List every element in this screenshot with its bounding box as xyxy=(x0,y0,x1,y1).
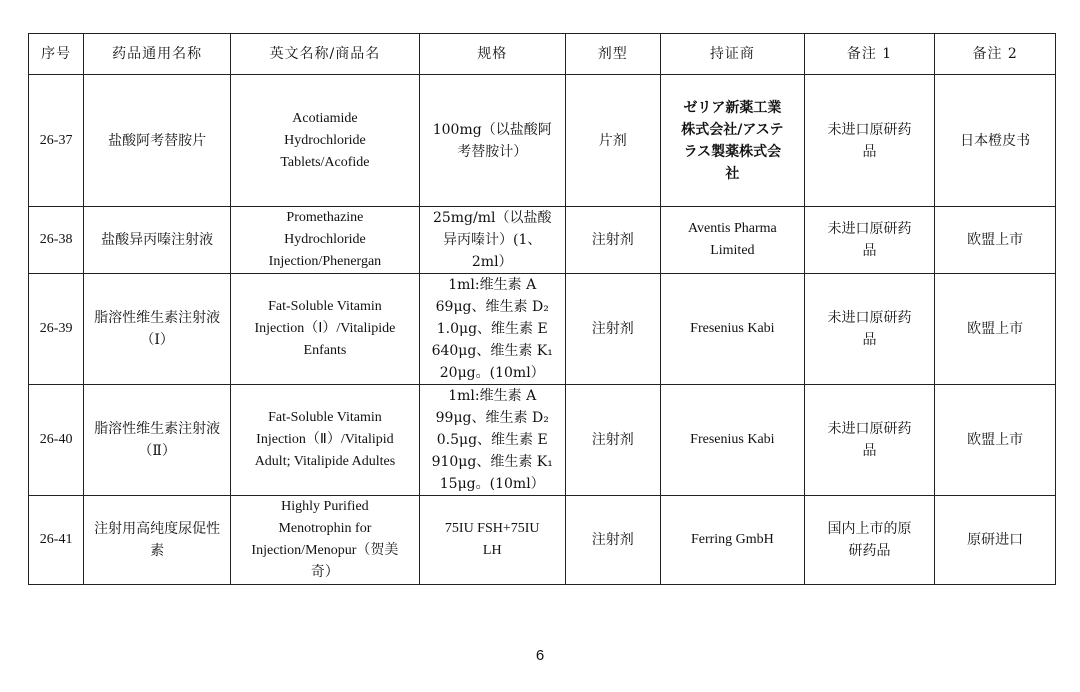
cell-english-name: Fat-Soluble Vitamin Injection（Ⅰ）/Vitalipide Enfants xyxy=(230,274,419,385)
cell-seq: 26-38 xyxy=(29,207,84,274)
cell-holder: Aventis Pharma Limited xyxy=(661,207,805,274)
cell-seq: 26-39 xyxy=(29,274,84,385)
cell-english-name: Highly Purified Menotrophin for Injection/Menopur（贺美 奇） xyxy=(230,496,419,585)
cell-note-1: 未进口原研药 品 xyxy=(804,207,935,274)
header-dosage-form: 剂型 xyxy=(565,34,660,75)
table-row xyxy=(29,75,1056,207)
table-row xyxy=(29,496,1056,585)
cell-note-2: 原研进口 xyxy=(935,496,1056,585)
cell-note-2: 欧盟上市 xyxy=(935,385,1056,496)
cell-spec: 1ml:维生素 A 99μg、维生素 D₂ 0.5μg、维生素 E 910μg、维生素 K₁ 15μg。(10ml） xyxy=(419,385,565,496)
header-english-name: 英文名称/商品名 xyxy=(230,34,419,75)
cell-generic-name: 脂溶性维生素注射液（Ⅱ） xyxy=(84,385,231,496)
cell-dosage-form: 注射剂 xyxy=(565,385,660,496)
cell-holder: Fresenius Kabi xyxy=(661,274,805,385)
cell-note-2: 欧盟上市 xyxy=(935,207,1056,274)
table-row xyxy=(29,207,1056,274)
header-spec: 规格 xyxy=(419,34,565,75)
header-note-2: 备注 2 xyxy=(935,34,1056,75)
cell-holder: Ferring GmbH xyxy=(661,496,805,585)
cell-spec: 100mg（以盐酸阿 考替胺计） xyxy=(419,75,565,207)
cell-spec: 25mg/ml（以盐酸 异丙嗪计）(1、 2ml） xyxy=(419,207,565,274)
cell-dosage-form: 片剂 xyxy=(565,75,660,207)
table-row xyxy=(29,274,1056,385)
cell-note-2: 日本橙皮书 xyxy=(935,75,1056,207)
cell-spec: 1ml:维生素 A 69μg、维生素 D₂ 1.0μg、维生素 E 640μg、维生素 K₁ 20μg。(10ml） xyxy=(419,274,565,385)
cell-seq: 26-40 xyxy=(29,385,84,496)
cell-holder: Fresenius Kabi xyxy=(661,385,805,496)
cell-english-name: Promethazine Hydrochloride Injection/Phenergan xyxy=(230,207,419,274)
drug-table xyxy=(28,33,1056,585)
cell-generic-name: 脂溶性维生素注射液（Ⅰ） xyxy=(84,274,231,385)
cell-seq: 26-41 xyxy=(29,496,84,585)
cell-generic-name: 注射用高纯度尿促性素 xyxy=(84,496,231,585)
table-header-row xyxy=(29,34,1056,75)
cell-dosage-form: 注射剂 xyxy=(565,274,660,385)
cell-dosage-form: 注射剂 xyxy=(565,496,660,585)
header-generic-name: 药品通用名称 xyxy=(84,34,231,75)
header-note-1: 备注 1 xyxy=(804,34,935,75)
cell-seq: 26-37 xyxy=(29,75,84,207)
cell-english-name: Acotiamide Hydrochloride Tablets/Acofide xyxy=(230,75,419,207)
cell-spec: 75IU FSH+75IU LH xyxy=(419,496,565,585)
cell-note-1: 未进口原研药 品 xyxy=(804,385,935,496)
cell-generic-name: 盐酸阿考替胺片 xyxy=(84,75,231,207)
page-number: 6 xyxy=(535,647,545,664)
table-row xyxy=(29,385,1056,496)
cell-note-1: 国内上市的原 研药品 xyxy=(804,496,935,585)
cell-dosage-form: 注射剂 xyxy=(565,207,660,274)
cell-english-name: Fat-Soluble Vitamin Injection（Ⅱ）/Vitalipid Adult; Vitalipide Adultes xyxy=(230,385,419,496)
cell-note-1: 未进口原研药 品 xyxy=(804,274,935,385)
header-holder: 持证商 xyxy=(661,34,805,75)
cell-holder: ゼリア新薬工業 株式会社/アステ ラス製薬株式会 社 xyxy=(661,75,805,207)
cell-generic-name: 盐酸异丙嗪注射液 xyxy=(84,207,231,274)
cell-note-2: 欧盟上市 xyxy=(935,274,1056,385)
header-seq: 序号 xyxy=(29,34,84,75)
cell-note-1: 未进口原研药 品 xyxy=(804,75,935,207)
